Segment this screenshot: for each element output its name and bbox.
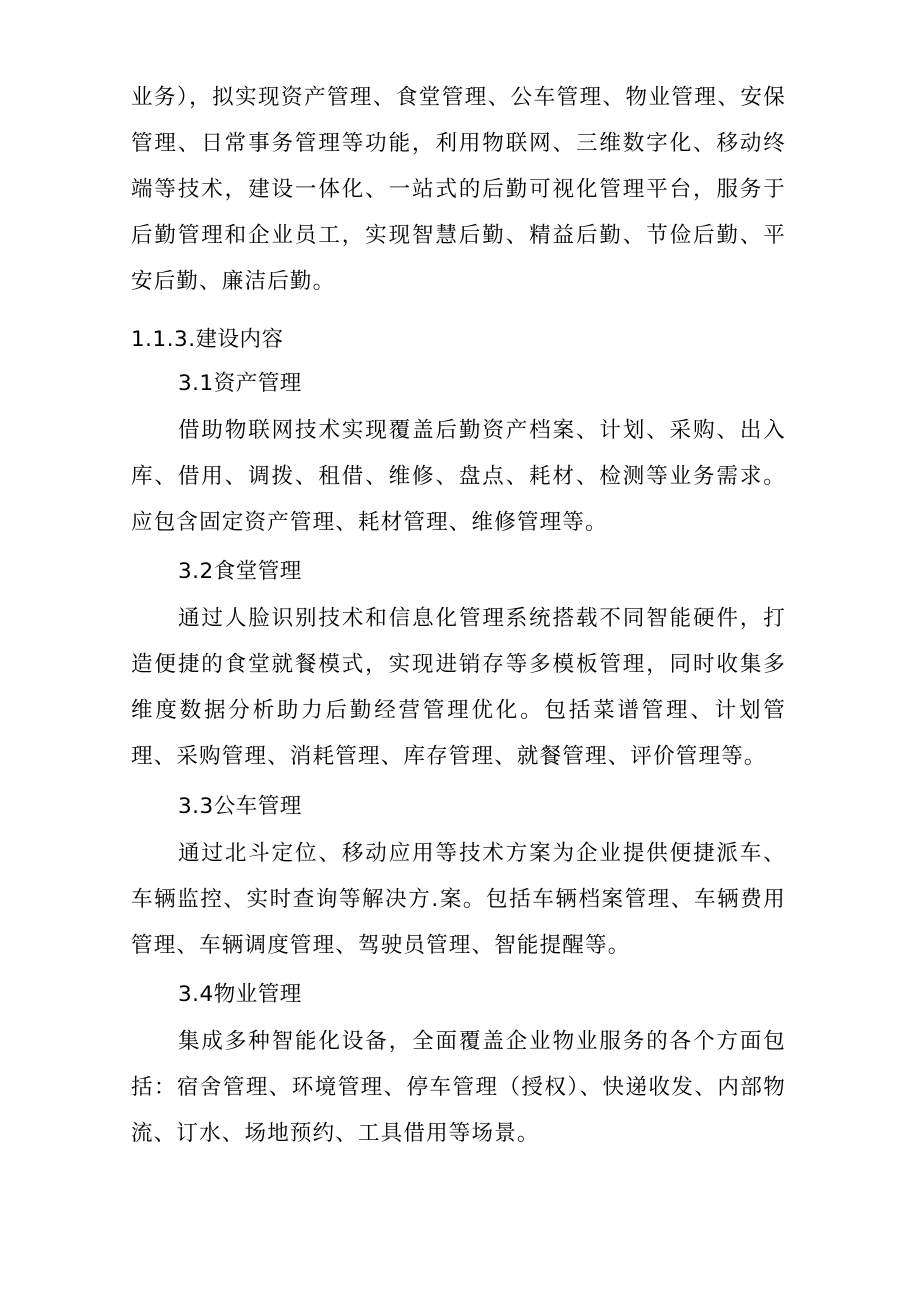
subsection-heading-canteen-management: 3.2食堂管理 xyxy=(178,559,302,584)
paragraph-property-management: 集成多种智能化设备，全面覆盖企业物业服务的各个方面包括：宿舍管理、环境管理、停车管理（授权）、快递收发、内部物流、订水、场地预约、工具借用等场景。 xyxy=(131,1029,786,1146)
paragraph-canteen-management: 通过人脸识别技术和信息化管理系统搭载不同智能硬件，打造便捷的食堂就餐模式，实现进销存等多模板管理，同时收集多维度数据分析助力后勤经营管理优化。包括菜谱管理、计划管理、采购管理、消耗管理、库存管理、就餐管理、评价管理等。 xyxy=(131,606,786,769)
intro-paragraph: 业务），拟实现资产管理、食堂管理、公车管理、物业管理、安保管理、日常事务管理等功能，利用物联网、三维数字化、移动终端等技术，建设一体化、一站式的后勤可视化管理平台，服务于后勤管理和企业员工，实现智慧后勤、精益后勤、节俭后勤、平安后勤、廉洁后勤。 xyxy=(131,85,786,294)
subsection-heading-vehicle-management: 3.3公车管理 xyxy=(178,794,302,819)
paragraph-asset-management: 借助物联网技术实现覆盖后勤资产档案、计划、采购、出入库、借用、调拨、租借、维修、盘点、耗材、检测等业务需求。应包含固定资产管理、耗材管理、维修管理等。 xyxy=(131,418,786,535)
section-heading: 1.1.3.建设内容 xyxy=(131,327,284,352)
paragraph-vehicle-management: 通过北斗定位、移动应用等技术方案为企业提供便捷派车、车辆监控、实时查询等解决方.案。包括车辆档案管理、车辆费用管理、车辆调度管理、驾驶员管理、智能提醒等。 xyxy=(131,841,786,958)
subsection-heading-asset-management: 3.1资产管理 xyxy=(178,371,302,396)
subsection-heading-property-management: 3.4物业管理 xyxy=(178,982,302,1007)
